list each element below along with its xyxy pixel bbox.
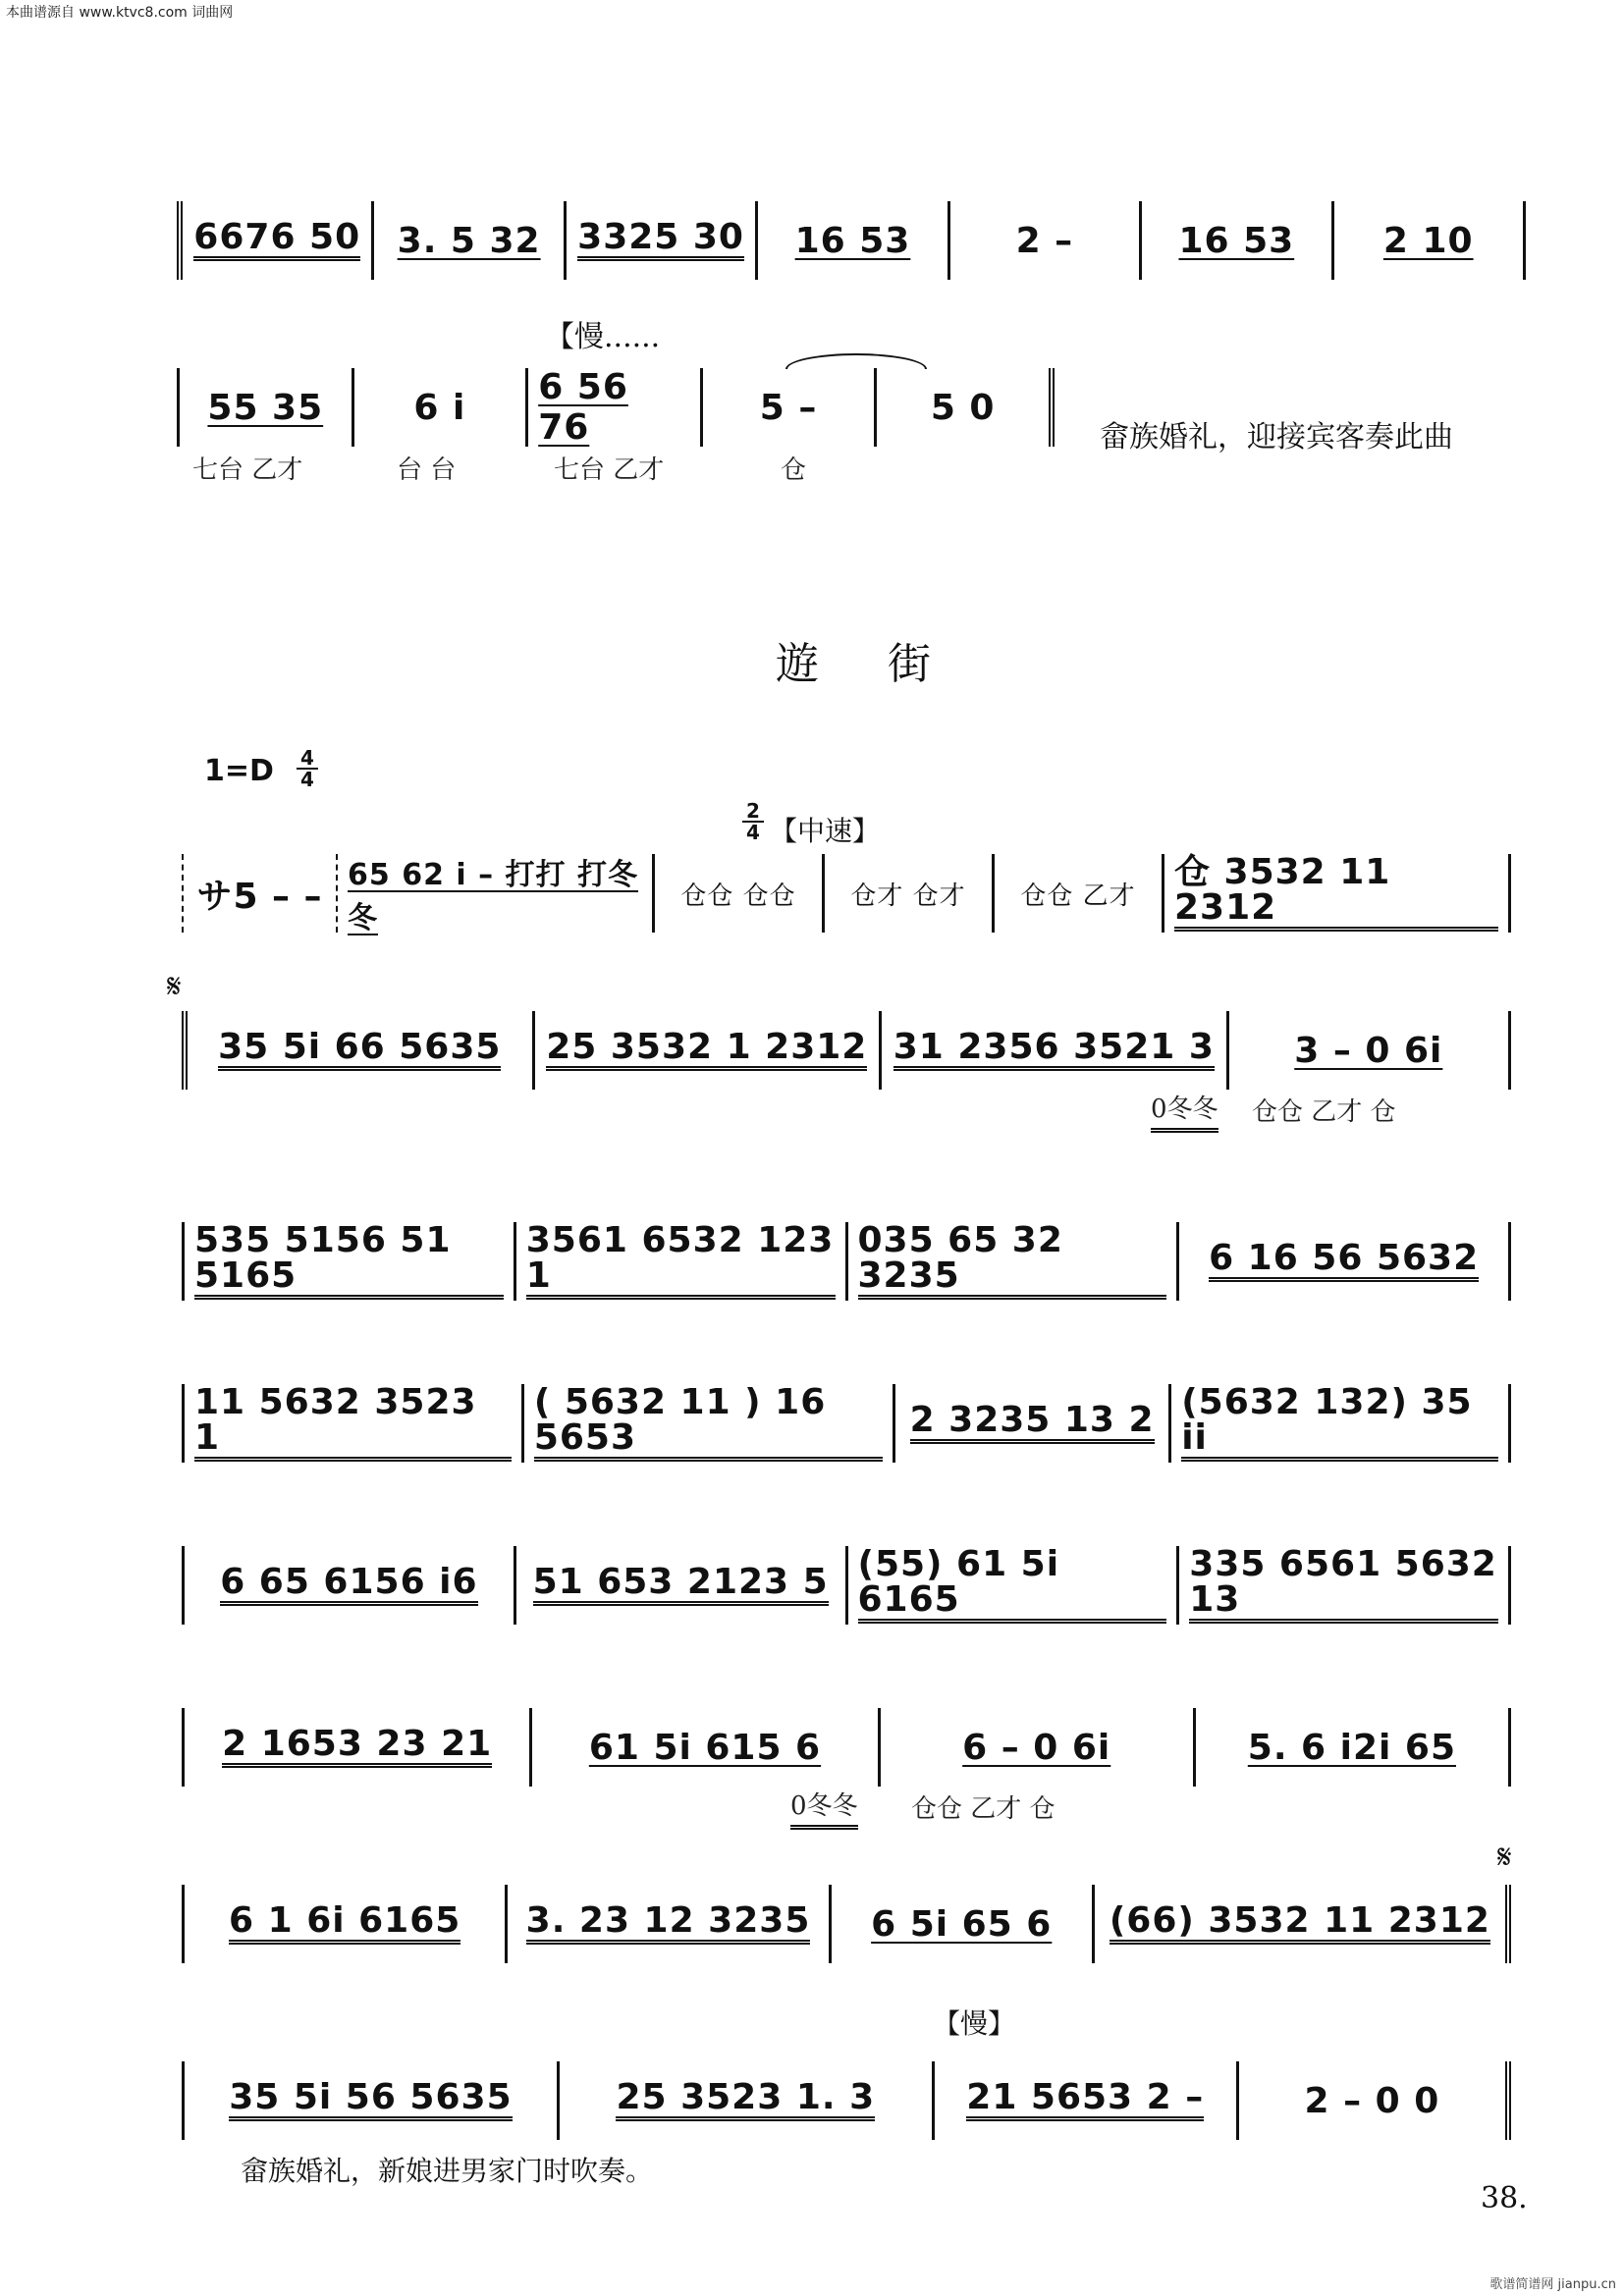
measure: 6 5i 65 6 — [829, 1885, 1092, 1963]
measure: ( 5632 11 ) 16 5653 — [521, 1384, 893, 1463]
measure: 25 3532 1 2312 — [532, 1011, 880, 1090]
melody-line-6 — [182, 1885, 1511, 1963]
tempo-slow: 【慢】 — [933, 2007, 1016, 2040]
percussion-lyric: 仓仓 乙才 仓 — [911, 1794, 1056, 1824]
measure: 335 6561 5632 13 — [1176, 1546, 1511, 1625]
page-number: 38. — [1481, 2181, 1528, 2216]
measure: 35 5i 56 5635 — [182, 2061, 557, 2140]
measure: 仓才 仓才 — [822, 854, 992, 933]
measure: 16 53 — [755, 201, 947, 280]
source-header: 本曲谱源自 www.ktvc8.com 词曲网 — [6, 5, 234, 21]
melody-line-2 — [182, 1222, 1511, 1301]
measure: 31 2356 3521 3 — [879, 1011, 1226, 1090]
measure: 6 1 6i 6165 — [182, 1885, 505, 1963]
measure: 6 i — [352, 368, 526, 447]
percussion-lyric: 仓 — [781, 455, 807, 485]
measure: 2 – 0 0 — [1236, 2061, 1511, 2140]
measure: 61 5i 615 6 — [529, 1708, 877, 1787]
tie — [785, 353, 927, 369]
measure: 3 – 0 6i — [1226, 1011, 1511, 1090]
measure: 仓仓 乙才 — [992, 854, 1162, 933]
segno-sign: 𝄋 — [167, 967, 182, 1006]
measure: 3. 5 32 — [371, 201, 563, 280]
melody-line-7 — [182, 2061, 1511, 2140]
measure: 51 653 2123 5 — [514, 1546, 845, 1625]
piece1-row2 — [177, 368, 1055, 447]
measure: 5 0 — [874, 368, 1055, 447]
measure: 2 10 — [1331, 201, 1526, 280]
percussion-lyric: 仓仓 乙才 仓 — [1252, 1097, 1396, 1127]
measure: 6 56 76 — [525, 368, 700, 447]
measure: 仓 3532 11 2312 — [1162, 854, 1511, 933]
melody-line-3 — [182, 1384, 1511, 1463]
time-signature-2-4: 2 4 — [742, 801, 764, 842]
page-title: 遊街 — [776, 639, 1000, 689]
measure: 3561 6532 123 1 — [514, 1222, 845, 1301]
measure: 6 65 6156 i6 — [182, 1546, 514, 1625]
measure: 仓仓 仓仓 — [652, 854, 822, 933]
measure: 3325 30 — [564, 201, 755, 280]
melody-line-4 — [182, 1546, 1511, 1625]
piece1-row1 — [177, 201, 1526, 280]
measure: 3. 23 12 3235 — [505, 1885, 828, 1963]
piece1-caption: 畲族婚礼，迎接宾客奏此曲 — [1100, 420, 1453, 454]
intro-line — [182, 854, 1511, 933]
measure: 5. 6 i2i 65 — [1193, 1708, 1511, 1787]
measure: 6676 50 — [177, 201, 371, 280]
measure: サ5 – – — [182, 854, 336, 933]
melody-line-5 — [182, 1708, 1511, 1787]
measure: (5632 132) 35 ii — [1168, 1384, 1511, 1463]
segno-sign-end: 𝄋 — [1497, 1838, 1512, 1877]
percussion-lyric: 台 台 — [397, 455, 457, 485]
measure: 5 – — [700, 368, 875, 447]
percussion-lyric: 七台 乙才 — [192, 455, 303, 485]
measure: 21 5653 2 – — [932, 2061, 1236, 2140]
key-signature: 1=D — [204, 754, 274, 788]
percussion-lyric: 0冬冬 — [790, 1789, 858, 1830]
measure: 535 5156 51 5165 — [182, 1222, 514, 1301]
measure: 11 5632 3523 1 — [182, 1384, 521, 1463]
measure: 16 53 — [1139, 201, 1330, 280]
measure: 2 1653 23 21 — [182, 1708, 529, 1787]
measure: (66) 3532 11 2312 — [1092, 1885, 1511, 1963]
measure: 2 – — [947, 201, 1139, 280]
melody-line-1 — [182, 1011, 1511, 1090]
tempo-slow-mark: 【慢...... — [545, 320, 661, 354]
measure: 65 62 i – 打打 打冬冬 — [336, 854, 652, 933]
watermark: 歌谱简谱网 jianpu.cn — [1489, 2277, 1616, 2292]
piece2-caption: 畲族婚礼，新娘进男家门时吹奏。 — [241, 2155, 654, 2187]
measure: 2 3235 13 2 — [893, 1384, 1168, 1463]
measure: 25 3523 1. 3 — [557, 2061, 932, 2140]
measure: 55 35 — [177, 368, 352, 447]
measure: (55) 61 5i 6165 — [845, 1546, 1177, 1625]
measure: 6 16 56 5632 — [1176, 1222, 1511, 1301]
tempo-medium: 【中速】 — [770, 815, 881, 847]
percussion-lyric: 0冬冬 — [1151, 1092, 1218, 1133]
measure: 35 5i 66 5635 — [182, 1011, 532, 1090]
percussion-lyric: 七台 乙才 — [554, 455, 665, 485]
measure: 035 65 32 3235 — [845, 1222, 1177, 1301]
time-signature: 4 4 — [297, 748, 318, 789]
measure: 6 – 0 6i — [878, 1708, 1193, 1787]
